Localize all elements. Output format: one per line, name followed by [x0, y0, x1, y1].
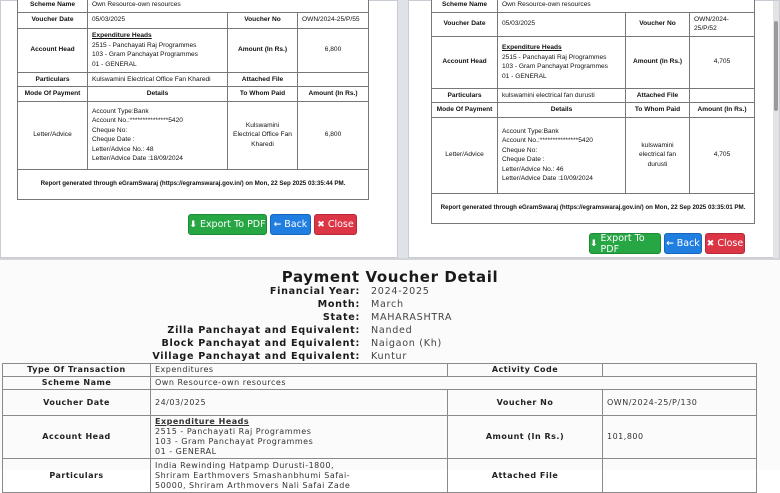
state-row [0, 312, 780, 325]
details-line: Account No.:***************5420 [502, 137, 593, 145]
field-label: Block Panchayat and Equivalent: [161, 338, 360, 349]
amount-label: Amount (In Rs.) [228, 28, 298, 72]
attached-file-value [603, 459, 757, 493]
attached-file-label: Attached File [626, 88, 690, 103]
account-head-label: Account Head [3, 416, 151, 459]
attached-file-label: Attached File [228, 72, 298, 87]
field-label: Financial Year: [269, 286, 360, 297]
expenditure-heads-title: Expenditure Heads [502, 44, 562, 52]
month-row [0, 299, 780, 312]
close-button[interactable] [314, 214, 357, 235]
report-footer: Report generated through eGramSwaraj (https://egramswaraj.gov.in/) on Mon, 22 Sep 2025 03:35:01 PM. [432, 193, 755, 223]
particulars-value: Kulswamini Electrical Office Fan Kharedi [88, 72, 228, 87]
row-amount-header: Amount (In Rs.) [690, 103, 755, 118]
amount-value: 101,800 [603, 416, 757, 459]
account-head-value [88, 28, 228, 72]
financial-year-row [0, 286, 780, 299]
voucher-no-value: OWN/2024-25/P/52 [690, 12, 755, 36]
payment-details [88, 101, 228, 169]
expenditure-line: 01 - GENERAL [502, 72, 547, 80]
field-value: 2024-2025 [371, 286, 430, 297]
expenditure-line: 2515 - Panchayati Raj Programmes [502, 53, 607, 61]
back-label: Back [676, 238, 700, 249]
scrollbar-thumb[interactable] [774, 21, 778, 111]
field-label: Village Panchayat and Equivalent: [152, 351, 360, 362]
back-button[interactable] [664, 233, 702, 254]
details-line: Letter/Advice Date :10/09/2024 [502, 175, 593, 183]
voucher-no-label: Voucher No [626, 12, 690, 36]
voucher-no-label: Voucher No [228, 12, 298, 28]
particulars-label: Particulars [3, 459, 151, 493]
back-label: Back [284, 219, 308, 230]
close-button[interactable] [705, 233, 745, 254]
close-icon: ✖ [706, 238, 715, 249]
download-icon: ⬇ [590, 238, 598, 249]
activity-code-label: Activity Code [448, 364, 603, 377]
account-head-value [498, 36, 626, 88]
attached-file-value [690, 88, 755, 103]
voucher-date-value: 05/03/2025 [88, 12, 228, 28]
close-icon: ✖ [317, 219, 325, 230]
to-whom-paid-header: To Whom Paid [228, 87, 298, 102]
field-label: Month: [317, 299, 360, 310]
row-amount-header: Amount (In Rs.) [298, 87, 369, 102]
close-label: Close [717, 238, 744, 249]
type-of-transaction-label: Type Of Transaction [3, 364, 151, 377]
to-whom-paid-value: Kulswamini Electrical Office Fan Kharedi [228, 101, 298, 169]
voucher-date-label: Voucher Date [432, 12, 498, 36]
amount-value: 4,705 [690, 36, 755, 88]
attached-file-label: Attached File [448, 459, 603, 493]
details-line: Letter/Advice Date :18/09/2024 [92, 155, 183, 163]
voucher-no-label: Voucher No [448, 390, 603, 416]
field-value: Kuntur [371, 351, 407, 362]
mode-of-payment-header: Mode Of Payment [432, 103, 498, 118]
expenditure-line: 01 - GENERAL [92, 60, 137, 68]
scheme-name-value: Own Resource-own resources [88, 0, 369, 12]
scheme-name-label: Scheme Name [3, 377, 151, 390]
expenditure-heads-title: Expenditure Heads [92, 31, 152, 39]
left-voucher-table [17, 0, 369, 200]
to-whom-paid-value: kulswamini electrical fan durusti [626, 117, 690, 193]
right-voucher-table [431, 0, 755, 224]
particulars-value [151, 459, 448, 493]
export-pdf-label: Export To PDF [199, 219, 266, 230]
details-line: Account No.:***************5420 [92, 117, 183, 125]
zilla-panchayat-row [0, 325, 780, 338]
expenditure-line: 2515 - Panchayati Raj Programmes [92, 41, 197, 49]
row-amount-value: 4,705 [690, 117, 755, 193]
details-line: Cheque Date : [502, 156, 545, 164]
particulars-value: kulswamini electrical fan durusti [498, 88, 626, 103]
left-voucher-panel [0, 0, 398, 258]
export-pdf-button[interactable] [188, 214, 267, 235]
particulars-label: Particulars [432, 88, 498, 103]
scheme-name-value: Own Resource-own resources [498, 0, 755, 12]
mode-of-payment-value: Letter/Advice [18, 101, 88, 169]
details-line: Letter/Advice No.: 46 [502, 165, 564, 173]
right-voucher-panel [408, 0, 780, 258]
panel-divider [398, 0, 408, 258]
close-label: Close [327, 219, 354, 230]
voucher-date-value: 24/03/2025 [151, 390, 448, 416]
field-value: March [371, 299, 404, 310]
field-value: Nanded [371, 325, 413, 336]
account-head-value [151, 416, 448, 459]
mode-of-payment-value: Letter/Advice [432, 117, 498, 193]
details-line: Account Type:Bank [92, 107, 149, 115]
details-line: Cheque No: [502, 146, 538, 154]
amount-value: 6,800 [298, 28, 369, 72]
expenditure-line: 2515 - Panchayati Raj Programmes [155, 427, 312, 436]
voucher-no-value: OWN/2024-25/P/55 [298, 12, 369, 28]
voucher-date-label: Voucher Date [18, 12, 88, 28]
field-value: MAHARASHTRA [371, 312, 453, 323]
particulars-line: Shriram Earthmovers Smashanbhumi Safai- [155, 470, 351, 480]
download-icon: ⬇ [189, 219, 197, 230]
details-line: Cheque Date : [92, 136, 135, 144]
details-line: Letter/Advice No.: 48 [92, 145, 154, 153]
amount-label: Amount (In Rs.) [626, 36, 690, 88]
expenditure-heads-title: Expenditure Heads [155, 417, 250, 426]
export-pdf-button[interactable] [589, 233, 661, 254]
field-label: Zilla Panchayat and Equivalent: [167, 325, 360, 336]
arrow-left-icon: ← [273, 219, 282, 230]
report-footer: Report generated through eGramSwaraj (https://egramswaraj.gov.in/) on Mon, 22 Sep 2025 03:35:44 PM. [18, 169, 369, 199]
scan-voucher-table [2, 363, 757, 493]
expenditure-line: 103 - Gram Panchayat Programmes [92, 51, 198, 59]
vertical-scrollbar[interactable] [773, 1, 779, 259]
attached-file-value [298, 72, 369, 87]
voucher-no-value: OWN/2024-25/P/130 [603, 390, 757, 416]
details-header: Details [498, 103, 626, 118]
voucher-date-label: Voucher Date [3, 390, 151, 416]
activity-code-value [603, 364, 757, 377]
page-title: Payment Voucher Detail [281, 268, 499, 286]
scheme-name-label: Scheme Name [432, 0, 498, 12]
expenditure-line: 103 - Gram Panchayat Programmes [502, 63, 608, 71]
particulars-line: India Rewinding Hatpamp Durusti-1800, [155, 460, 334, 470]
expenditure-line: 01 - GENERAL [155, 447, 217, 456]
account-head-label: Account Head [18, 28, 88, 72]
scanned-voucher [0, 258, 780, 490]
back-button[interactable] [270, 214, 311, 235]
details-header: Details [88, 87, 228, 102]
to-whom-paid-header: To Whom Paid [626, 103, 690, 118]
amount-label: Amount (In Rs.) [448, 416, 603, 459]
row-amount-value: 6,800 [298, 101, 369, 169]
expenditure-line: 103 - Gram Panchayat Programmes [155, 437, 314, 446]
particulars-label: Particulars [18, 72, 88, 87]
voucher-date-value: 05/03/2025 [498, 12, 626, 36]
mode-of-payment-header: Mode Of Payment [18, 87, 88, 102]
export-pdf-label: Export To PDF [600, 232, 645, 255]
arrow-left-icon: ← [666, 238, 674, 249]
field-label: State: [322, 312, 360, 323]
type-of-transaction-value: Expenditures [151, 364, 448, 377]
field-value: Naigaon (Kh) [371, 338, 442, 349]
scheme-name-value: Own Resource-own resources [151, 377, 757, 390]
account-head-label: Account Head [432, 36, 498, 88]
block-panchayat-row [0, 338, 780, 351]
particulars-line: 50000, Shriram Arthmovers Nali Safai Zade [155, 480, 351, 490]
payment-details [498, 117, 626, 193]
details-line: Cheque No: [92, 126, 128, 134]
scheme-name-label: Scheme Name [18, 0, 88, 12]
details-line: Account Type:Bank [502, 127, 559, 135]
